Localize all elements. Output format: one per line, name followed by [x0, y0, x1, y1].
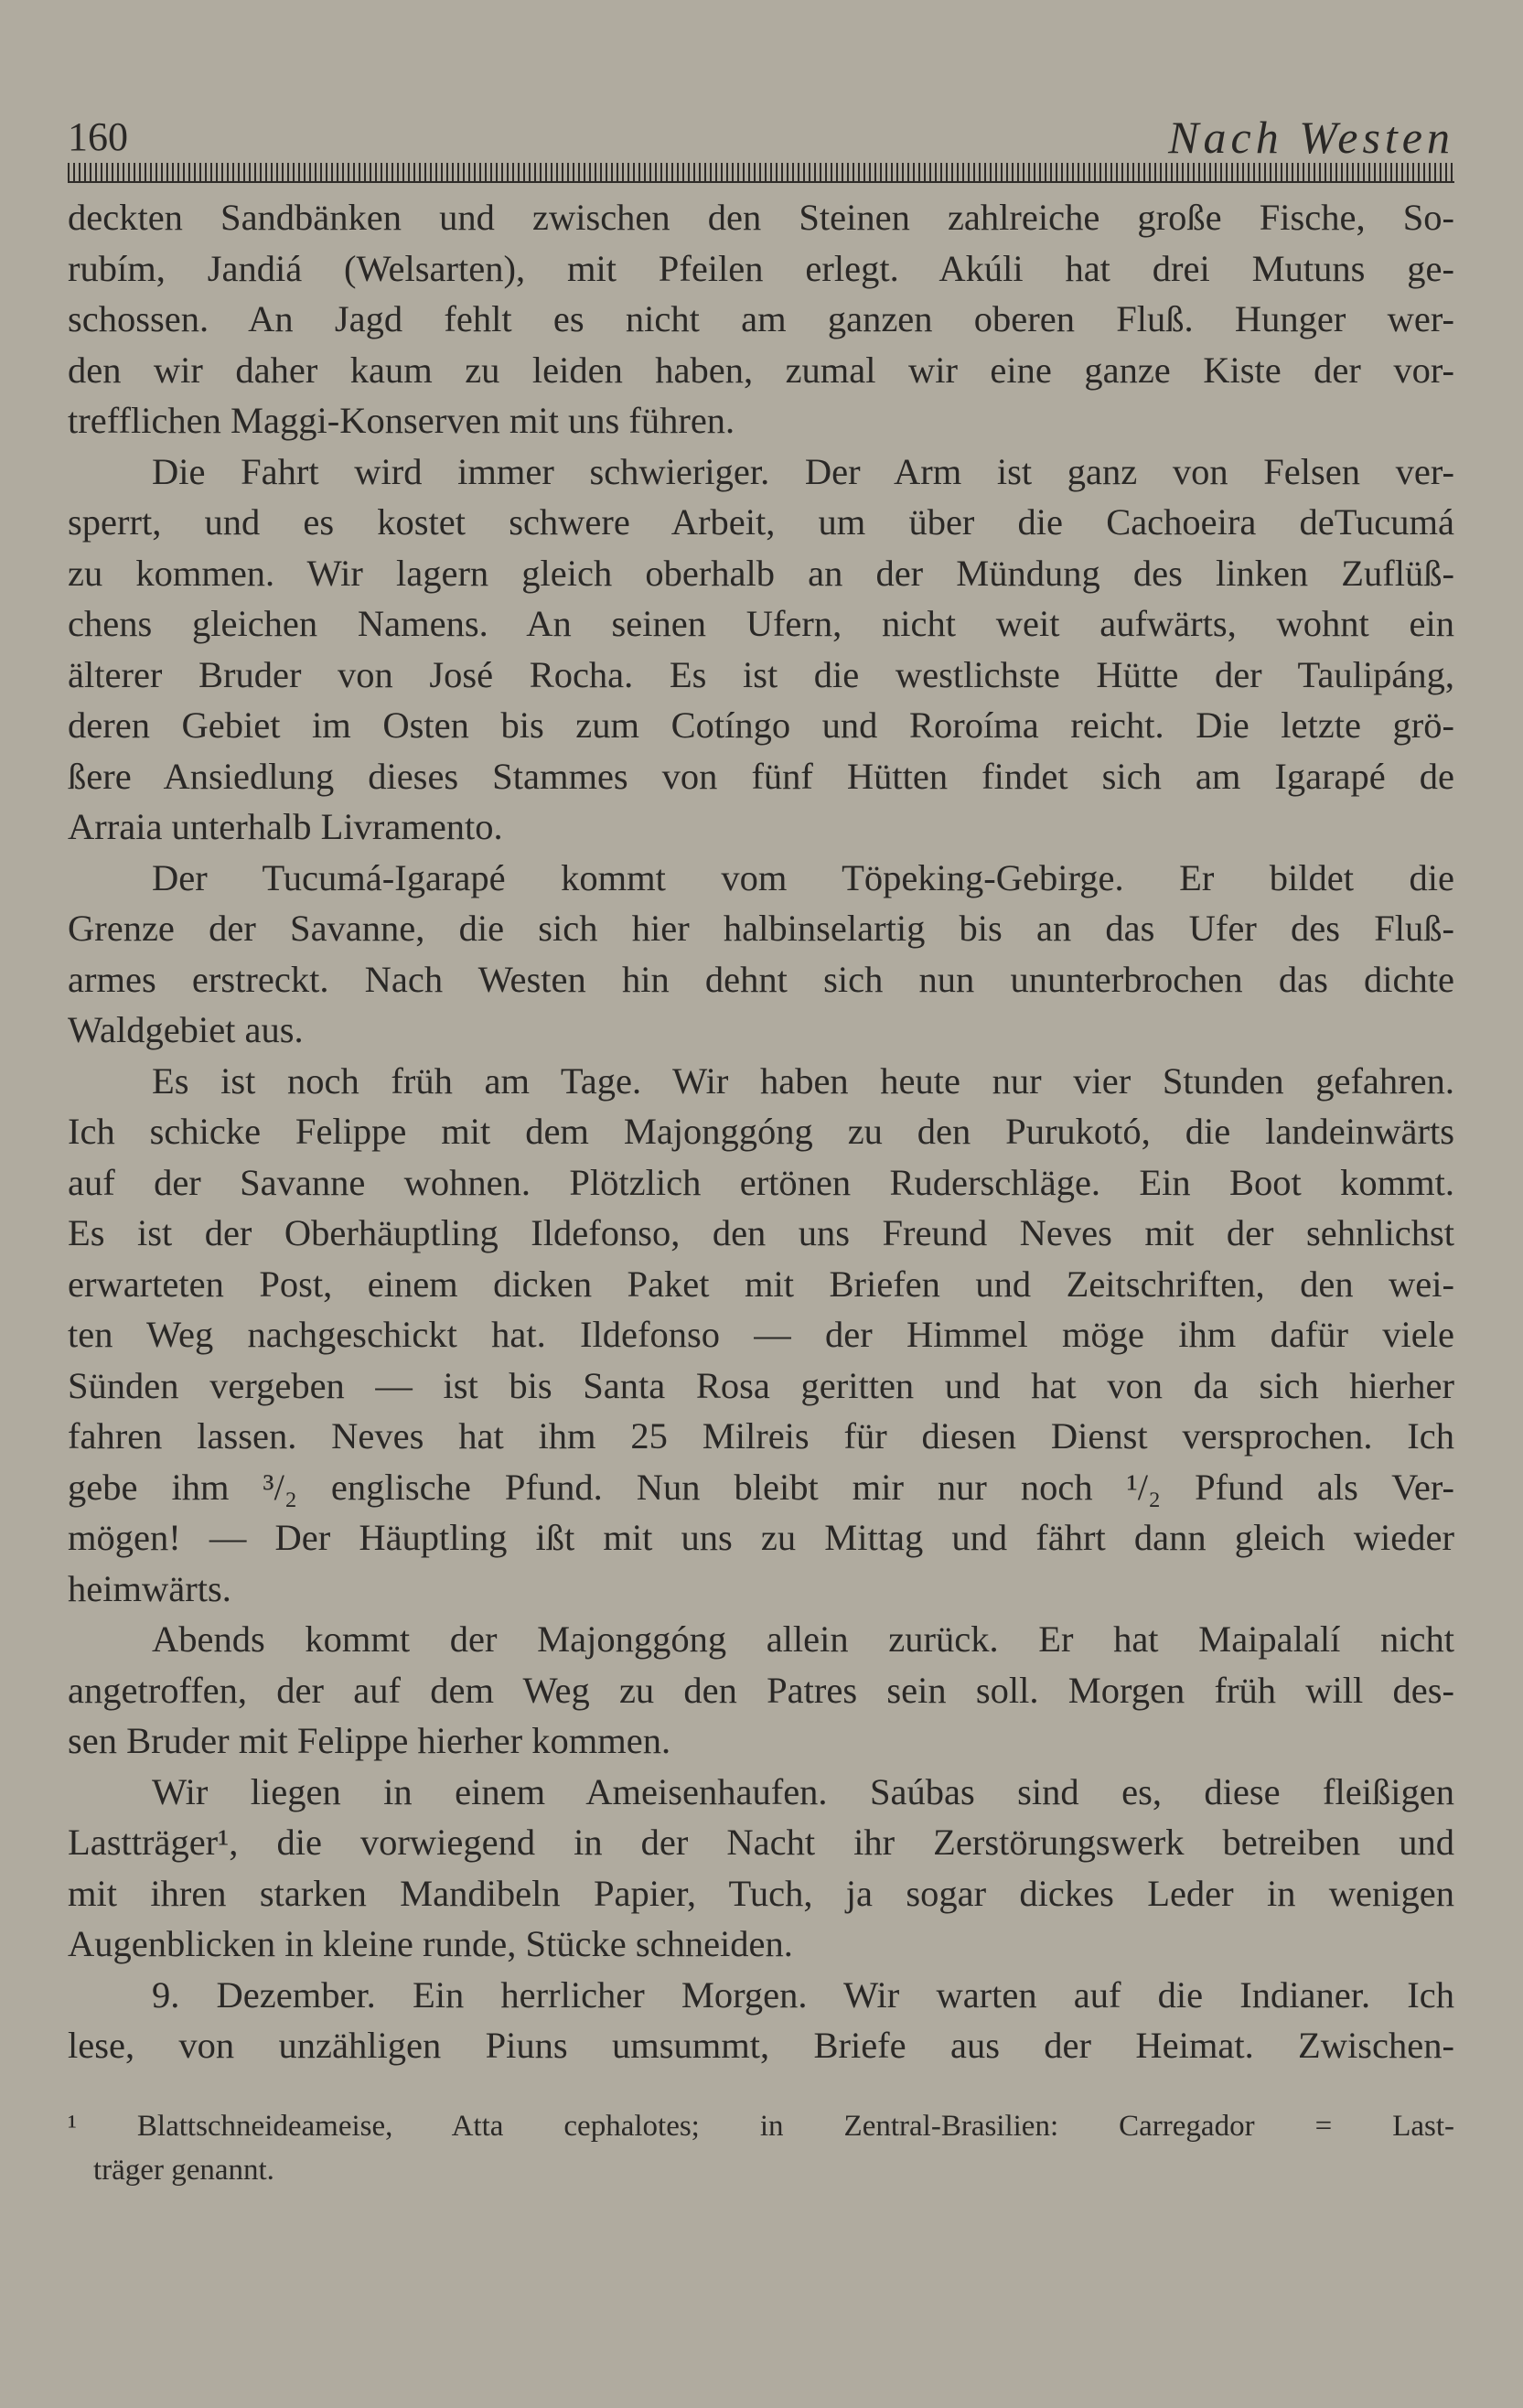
footnote-line: träger genannt.	[93, 2154, 274, 2187]
footnotes	[68, 2104, 1454, 2192]
text-line: den wir daher kaum zu leiden haben, zumal wir eine ganze Kiste der vor-	[68, 349, 1454, 391]
text-line: rubím, Jandiá (Welsarten), mit Pfeilen erlegt. Akúli hat drei Mutuns ge-	[68, 247, 1454, 289]
page-header	[68, 110, 1454, 165]
text-line: Es ist der Oberhäuptling Ildefonso, den uns Freund Neves mit der sehnlichst	[68, 1212, 1454, 1253]
text-line: trefflichen Maggi-Konserven mit uns führen.	[68, 400, 735, 441]
text-line: Es ist noch früh am Tage. Wir haben heute nur vier Stunden gefahren.	[152, 1059, 1454, 1102]
text-line: Waldgebiet aus.	[68, 1009, 304, 1050]
text-line: deren Gebiet im Osten bis zum Cotíngo und Roroíma reicht. Die letzte grö-	[68, 704, 1454, 746]
text-line: gebe ihm ³/₂ englische Pfund. Nun bleibt mir nur noch ¹/₂ Pfund als Ver-	[68, 1466, 1454, 1508]
text-line: mit ihren starken Mandibeln Papier, Tuch, ja sogar dickes Leder in wenigen	[68, 1872, 1454, 1914]
text-line: armes erstreckt. Nach Westen hin dehnt sich nun ununterbrochen das dichte	[68, 958, 1454, 1000]
text-line: chens gleichen Namens. An seinen Ufern, nicht weit aufwärts, wohnt ein	[68, 603, 1454, 644]
text-line: zu kommen. Wir lagern gleich oberhalb an der Mündung des linken Zuflüß-	[68, 552, 1454, 594]
body-text	[68, 192, 1454, 2071]
text-line: sen Bruder mit Felippe hierher kommen.	[68, 1720, 671, 1761]
text-line: Wir liegen in einem Ameisenhaufen. Saúbas sind es, diese fleißigen	[152, 1770, 1454, 1812]
text-line: sperrt, und es kostet schwere Arbeit, um über die Cachoeira deTucumá	[68, 501, 1454, 543]
text-line: Abends kommt der Majonggóng allein zurück. Er hat Maipalalí nicht	[152, 1618, 1454, 1660]
text-line: ßere Ansiedlung dieses Stammes von fünf Hütten findet sich am Igarapé de	[68, 755, 1454, 797]
text-line: ten Weg nachgeschickt hat. Ildefonso — der Himmel möge ihm dafür viele	[68, 1314, 1454, 1355]
text-line: auf der Savanne wohnen. Plötzlich ertönen Ruderschläge. Ein Boot kommt.	[68, 1161, 1454, 1203]
text-line: Grenze der Savanne, die sich hier halbinselartig bis an das Ufer des Fluß-	[68, 908, 1454, 949]
footnote-line: ¹ Blattschneideameise, Atta cephalotes; in Zentral-Brasilien: Carregador = Last-	[68, 2110, 1454, 2143]
text-line: fahren lassen. Neves hat ihm 25 Milreis für diesen Dienst versprochen. Ich	[68, 1415, 1454, 1457]
text-line: 9. Dezember. Ein herrlicher Morgen. Wir warten auf die Indianer. Ich	[152, 1973, 1454, 2016]
text-line: Lastträger¹, die vorwiegend in der Nacht ihr Zerstörungswerk betreiben und	[68, 1822, 1454, 1863]
text-line: lese, von unzähligen Piuns umsummt, Briefe aus der Heimat. Zwischen-	[68, 2025, 1454, 2066]
text-line: angetroffen, der auf dem Weg zu den Patres sein soll. Morgen früh will des-	[68, 1669, 1454, 1711]
text-line: schossen. An Jagd fehlt es nicht am ganzen oberen Fluß. Hunger wer-	[68, 298, 1454, 339]
header-rule	[68, 163, 1454, 183]
text-line: erwarteten Post, einem dicken Paket mit Briefen und Zeitschriften, den wei-	[68, 1263, 1454, 1305]
text-line: Die Fahrt wird immer schwieriger. Der Arm ist ganz von Felsen ver-	[152, 450, 1454, 492]
text-line: älterer Bruder von José Rocha. Es ist die westlichste Hütte der Taulipáng,	[68, 653, 1454, 695]
text-line: Der Tucumá-Igarapé kommt vom Töpeking-Gebirge. Er bildet die	[152, 856, 1454, 898]
text-line: Arraia unterhalb Livramento.	[68, 806, 503, 847]
text-line: Ich schicke Felippe mit dem Majonggóng zu den Purukotó, die landeinwärts	[68, 1111, 1454, 1152]
text-line: deckten Sandbänken und zwischen den Steinen zahlreiche große Fische, So-	[68, 197, 1454, 238]
text-line: Sünden vergeben — ist bis Santa Rosa geritten und hat von da sich hierher	[68, 1364, 1454, 1406]
text-line: heimwärts.	[68, 1567, 231, 1609]
page-number: 160	[68, 114, 128, 159]
text-line: mögen! — Der Häuptling ißt mit uns zu Mittag und fährt dann gleich wieder	[68, 1517, 1454, 1558]
running-title: Nach Westen	[1168, 112, 1454, 163]
text-line: Augenblicken in kleine runde, Stücke schneiden.	[68, 1923, 793, 1964]
